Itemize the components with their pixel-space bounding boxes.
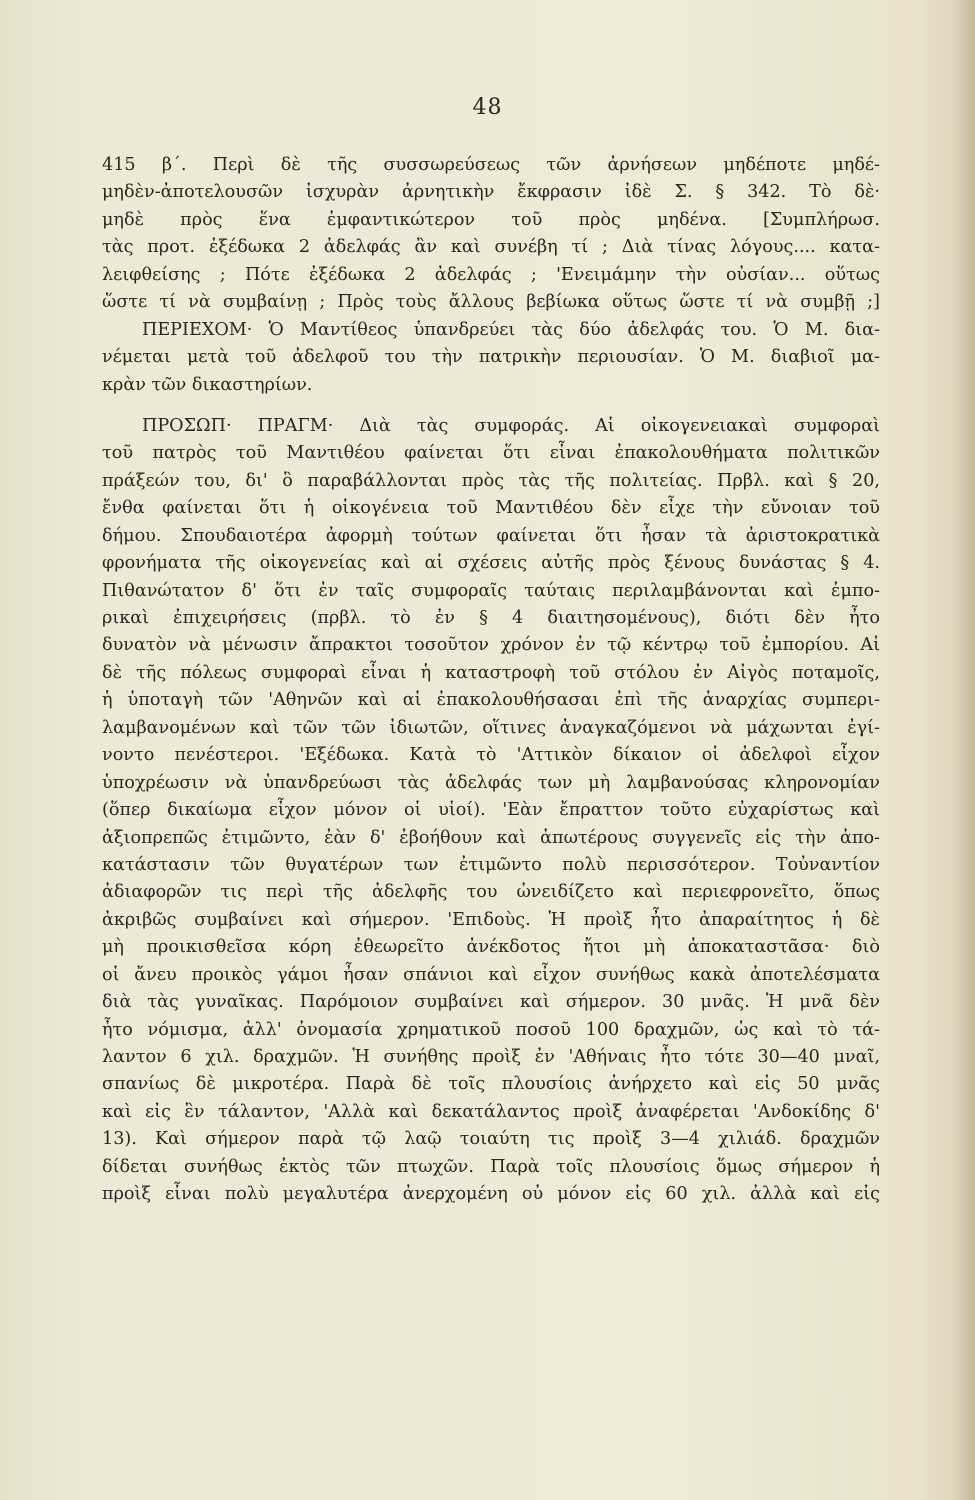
text-line: τοῦ πατρὸς τοῦ Μαντιθέου φαίνεται ὅτι εἶναι ἐπακολουθήματα πολιτικῶν <box>102 443 880 464</box>
text-line: λαμβανομένων καὶ τῶν τῶν ἰδιωτῶν, οἵτινες ἀναγκαζόμενοι νὰ μάχωνται ἐγί- <box>102 717 880 738</box>
text-line: πράξεών του, δι' ὃ παραβάλλονται πρὸς τὰς τῆς πολιτείας. Πρβλ. καὶ § 20, <box>102 470 880 491</box>
text-line: δυνατὸν νὰ μένωσιν ἄπρακτοι τοσοῦτον χρόνον ἐν τῷ κέντρῳ τοῦ ἐμπορίου. Αἱ <box>102 635 880 656</box>
text-line: λειφθείσης ; Πότε ἐξέδωκα 2 ἀδελφάς ; 'Ενειμάμην τὴν οὐσίαν... οὕτως <box>102 264 880 285</box>
text-line: κατάστασιν τῶν θυγατέρων των ἐτιμῶντο πολὺ περισσότερον. Τοὐναντίον <box>102 854 880 875</box>
text-line: ἀδιαφορῶν τις περὶ τῆς ἀδελφῆς του ὠνειδίζετο καὶ περιεφρονεῖτο, ὅπως <box>102 882 880 903</box>
text-line: μηδὲ πρὸς ἕνα ἐμφαντικώτερον τοῦ πρὸς μηδένα. [Συμπλήρωσ. <box>102 209 880 230</box>
text-line: δὲ τῆς πόλεως συμφοραὶ εἶναι ἡ καταστροφὴ τοῦ στόλου ἐν Αἰγὸς ποταμοῖς, <box>102 662 880 683</box>
text-line: λαντον 6 χιλ. δραχμῶν. Ἡ συνήθης προὶξ ἐν 'Αθήναις ἦτο τότε 30—40 μναῖ, <box>102 1047 880 1067</box>
text-line: τὰς προτ. ἐξέδωκα 2 ἀδελφάς ἂν καὶ συνέβη τί ; Διὰ τίνας λόγους.... κατα- <box>102 237 880 258</box>
text-line: ἀκριβῶς συμβαίνει καὶ σήμερον. 'Επιδοὺς. Ἡ προὶξ ἦτο ἀπαραίτητος ἡ δὲ <box>102 909 880 930</box>
text-line: ὑποχρέωσιν νὰ ὑπανδρεύωσι τὰς ἀδελφάς των μὴ λαμβανούσας κληρονομίαν <box>102 772 880 793</box>
text-line: μηδὲν-ἀποτελουσῶν ἰσχυρὰν ἀρνητικὴν ἔκφρασιν ἰδὲ Σ. § 342. Τὸ δὲ· <box>102 182 880 203</box>
page-number: 48 <box>472 95 503 120</box>
text-line: Πιθανώτατον δ' ὅτι ἐν ταῖς συμφοραῖς ταύταις περιλαμβάνονται καὶ ἐμπο- <box>102 580 880 601</box>
text-line: μὴ προικισθεῖσα κόρη ἐθεωρεῖτο ἀνέκδοτος ἤτοι μὴ ἀποκαταστᾶσα· διὸ <box>102 937 880 958</box>
text-line: ὥστε τί νὰ συμβαίνῃ ; Πρὸς τοὺς ἄλλους βεβίωκα οὕτως ὥστε τί νὰ συμβῇ ;] <box>102 292 880 313</box>
section-heading-persons-events: ΠΡΟΣΩΠ· ΠΡΑΓΜ· Διὰ τὰς συμφοράς. Αἱ οἰκογενειακαὶ συμφοραὶ <box>142 415 880 436</box>
text-line: καὶ εἰς ἓν τάλαντον, 'Αλλὰ καὶ δεκατάλαντος προὶξ ἀναφέρεται 'Ανδοκίδης δ' <box>102 1101 880 1122</box>
text-line: οἱ ἄνευ προικὸς γάμοι ἦσαν σπάνιοι καὶ εἶχον συνήθως κακὰ ἀποτελέσματα <box>102 964 880 985</box>
text-line: 415 β΄. Περὶ δὲ τῆς συσσωρεύσεως τῶν ἀρνήσεων μηδέποτε μηδέ- <box>102 155 880 175</box>
text-line: (ὅπερ δικαίωμα εἶχον μόνον οἱ υἱοί). 'Εὰν ἔπραττον τοῦτο εὐχαρίστως καὶ <box>102 800 880 821</box>
text-line: προὶξ εἶναι πολὺ μεγαλυτέρα ἀνερχομένη οὐ μόνον εἰς 60 χιλ. ἀλλὰ καὶ εἰς <box>102 1184 880 1205</box>
page-edge-shadow <box>953 0 975 1500</box>
text-line: διὰ τὰς γυναῖκας. Παρόμοιον συμβαίνει καὶ σήμερον. 30 μνᾶς. Ἡ μνᾶ δὲν <box>102 992 880 1013</box>
text-line: ἔνθα φαίνεται ὅτι ἡ οἰκογένεια τοῦ Μαντιθέου δὲν εἶχε τὴν εὔνοιαν τοῦ <box>102 498 880 519</box>
text-line: κρὰν τῶν δικαστηρίων. <box>102 374 313 395</box>
text-line: 13). Καὶ σήμερον παρὰ τῷ λαῷ τοιαύτη τις προὶξ 3—4 χιλιάδ. δραχμῶν <box>102 1129 880 1150</box>
text-line: νέμεται μετὰ τοῦ ἀδελφοῦ του τὴν πατρικὴν περιουσίαν. Ὁ Μ. διαβιοῖ μα- <box>102 347 880 368</box>
text-line: δίδεται συνήθως ἐκτὸς τῶν πτωχῶν. Παρὰ τοῖς πλουσίοις ὅμως σήμερον ἡ <box>102 1156 880 1177</box>
text-line: φρονήματα τῆς οἰκογενείας καὶ αἱ σχέσεις αὐτῆς πρὸς ξένους δυνάστας § 4. <box>102 553 880 574</box>
text-line: ἀξιοπρεπῶς ἐτιμῶντο, ἐὰν δ' ἐβοήθουν καὶ ἀπωτέρους συγγενεῖς εἰς τὴν ἀπο- <box>102 827 880 848</box>
text-line: ἦτο νόμισμα, ἀλλ' ὀνομασία χρηματικοῦ ποσοῦ 100 δραχμῶν, ὡς καὶ τὸ τά- <box>102 1019 880 1040</box>
text-line: ρικαὶ ἐπιχειρήσεις (πρβλ. τὸ ἐν § 4 διαιτησομένους), διότι δὲν ἦτο <box>102 608 880 628</box>
text-line: σπανίως δὲ μικροτέρα. Παρὰ δὲ τοῖς πλουσίοις ἀνήρχετο καὶ εἰς 50 μνᾶς <box>102 1074 880 1095</box>
text-line: δήμου. Σπουδαιοτέρα ἀφορμὴ τούτων φαίνεται ὅτι ἦσαν τὰ ἀριστοκρατικὰ <box>102 525 880 546</box>
section-heading-contents: ΠΕΡΙΕΧΟΜ· Ὁ Μαντίθεος ὑπανδρεύει τὰς δύο ἀδελφάς του. Ὁ Μ. δια- <box>142 319 880 340</box>
text-line: ἡ ὑποταγὴ τῶν 'Αθηνῶν καὶ αἱ ἐπακολουθήσασαι ἐπὶ τῆς ἀναρχίας συμπερι- <box>102 690 880 711</box>
text-line: νοντο πενέστεροι. 'Εξέδωκα. Κατὰ τὸ 'Αττικὸν δίκαιον οἱ ἀδελφοὶ εἶχον <box>102 745 880 766</box>
commentary-text <box>102 152 880 1209</box>
